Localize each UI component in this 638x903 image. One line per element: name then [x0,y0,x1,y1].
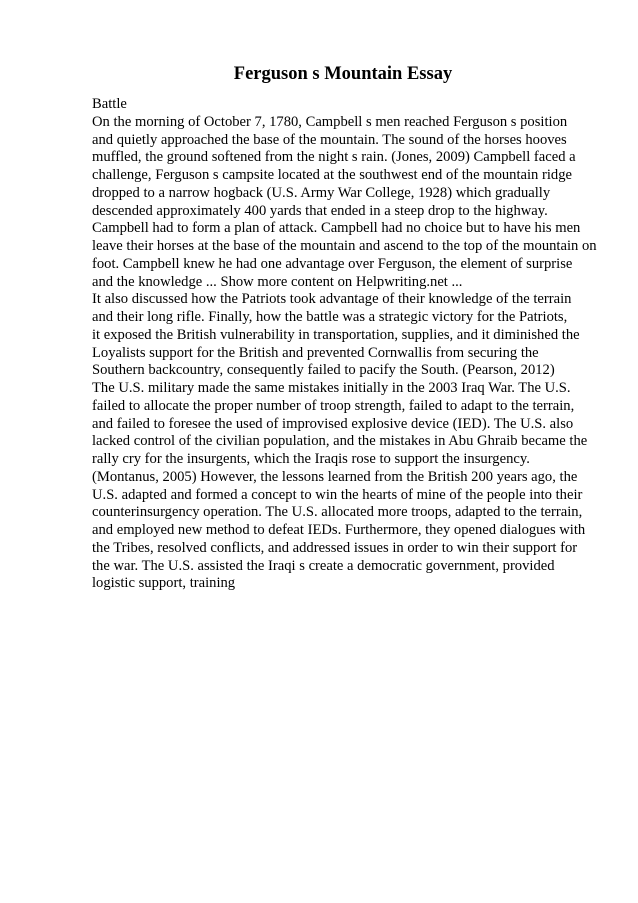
essay-line: Battle [92,96,127,112]
essay-line: and failed to foresee the used of improvised explosive device (IED). The U.S. also [92,415,574,432]
essay-line: logistic support, training [92,575,236,592]
essay-line: muffled, the ground softened from the night s rain. (Jones, 2009) Campbell faced a [92,149,576,166]
essay-line: It also discussed how the Patriots took advantage of their knowledge of the terrain [92,291,572,308]
essay-title: Ferguson s Mountain Essay [233,64,453,84]
essay-line: U.S. adapted and formed a concept to win the hearts of mine of the people into their [92,486,583,503]
essay-line: and their long rifle. Finally, how the battle was a strategic victory for the Patriots, [92,309,568,325]
essay-line: counterinsurgency operation. The U.S. allocated more troops, adapted to the terrain, [92,504,583,521]
essay-line: descended approximately 400 yards that ended in a steep drop to the highway. [92,202,548,219]
essay-line: challenge, Ferguson s campsite located at the southwest end of the mountain ridge [92,167,572,183]
essay-line: the war. The U.S. assisted the Iraqi s create a democratic government, provided [92,557,555,574]
essay-line: the Tribes, resolved conflicts, and addressed issues in order to win their support for [92,539,578,556]
essay-line: it exposed the British vulnerability in transportation, supplies, and it diminished the [92,326,580,343]
essay-line: failed to allocate the proper number of troop strength, failed to adapt to the terrain, [92,397,575,414]
essay-line: (Montanus, 2005) However, the lessons learned from the British 200 years ago, the [92,468,578,485]
essay-line: On the morning of October 7, 1780, Campbell s men reached Ferguson s position [92,113,568,130]
essay-line: The U.S. military made the same mistakes initially in the 2003 Iraq War. The U.S. [92,380,571,396]
essay-line: foot. Campbell knew he had one advantage over Ferguson, the element of surprise [92,255,573,272]
essay-line: dropped to a narrow hogback (U.S. Army War College, 1928) which gradually [92,184,551,201]
essay-line: lacked control of the civilian population, and the mistakes in Abu Ghraib became the [92,433,588,450]
essay-line: rally cry for the insurgents, which the Iraqis rose to support the insurgency. [92,451,530,467]
essay-line: Southern backcountry, consequently failed to pacify the South. (Pearson, 2012) [92,362,555,379]
essay-line: Campbell had to form a plan of attack. Campbell had no choice but to have his men [92,220,581,237]
essay-line: leave their horses at the base of the mountain and ascend to the top of the mountain on [92,238,597,254]
essay-line: and quietly approached the base of the mountain. The sound of the horses hooves [92,131,567,148]
essay-line: and employed new method to defeat IEDs. Furthermore, they opened dialogues with [92,522,586,538]
essay-line: Loyalists support for the British and prevented Cornwallis from securing the [92,344,539,361]
essay-body [92,96,632,593]
essay-line: and the knowledge ... Show more content on Helpwriting.net ... [92,273,463,290]
